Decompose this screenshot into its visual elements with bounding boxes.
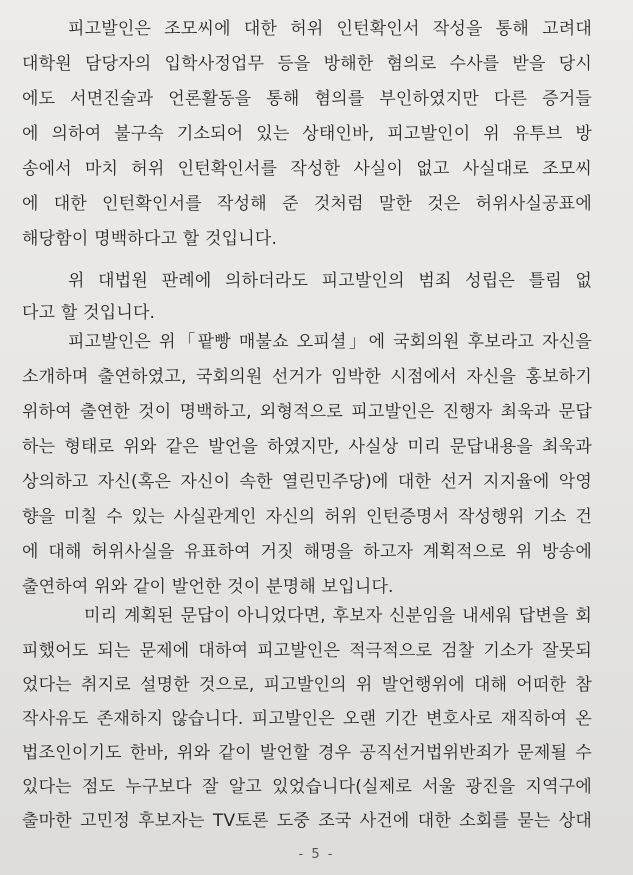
paragraph-1-line-6: 에 대한 인턴확인서를 작성해 준 것처럼 말한 것은 허위사실공표에 — [22, 194, 592, 214]
paragraph-4-line-1: 미리 계획된 문답이 아니었다면, 후보자 신분임을 내세워 답변을 회 — [84, 606, 592, 626]
paragraph-1-line-7: 해당함이 명백하다고 할 것입니다. — [22, 229, 278, 249]
paragraph-2-line-2: 다고 할 것입니다. — [22, 303, 156, 323]
page-number: - 5 - — [298, 847, 335, 862]
paragraph-1-line-4: 에 의하여 불구속 기소되어 있는 상태인바, 피고발인이 위 유투브 방 — [22, 124, 592, 144]
paragraph-4-line-2: 피했어도 되는 문제에 대하여 피고발인은 적극적으로 검찰 기소가 잘못되 — [22, 641, 592, 661]
paragraph-3-line-5: 상의하고 자신(혹은 자신이 속한 열린민주당)에 대한 선거 지지율에 악영 — [22, 472, 592, 492]
paragraph-3-line-4: 하는 형태로 위와 같은 발언을 하였지만, 사실상 미리 문답내용을 최욱과 — [22, 437, 592, 457]
paragraph-3-line-8: 출연하여 위와 같이 발언한 것이 분명해 보입니다. — [22, 577, 394, 597]
paragraph-4-line-6: 있다는 점도 누구보다 잘 알고 있었습니다(실제로 서울 광진을 지역구에 — [22, 777, 592, 797]
paragraph-1-line-3: 에도 서면진술과 언론활동을 통해 혐의를 부인하였지만 다른 증거들 — [22, 89, 592, 109]
paragraph-3-line-2: 소개하며 출연하였고, 국회의원 선거가 임박한 시점에서 자신을 홍보하기 — [22, 367, 592, 387]
paragraph-3-line-3: 위하여 출연한 것이 명백하고, 외형적으로 피고발인은 진행자 최욱과 문답 — [22, 402, 592, 422]
paragraph-1-line-2: 대학원 담당자의 입학사정업무 등을 방해한 혐의로 수사를 받을 당시 — [22, 54, 592, 74]
paragraph-3-line-1: 피고발인은 위「팥빵 매불쇼 오피셜」에 국회의원 후보라고 자신을 — [68, 332, 592, 352]
paragraph-1-line-1: 피고발인은 조모씨에 대한 허위 인턴확인서 작성을 통해 고려대 — [68, 19, 592, 39]
paragraph-2-line-1: 위 대법원 판례에 의하더라도 피고발인의 범죄 성립은 틀림 없 — [68, 271, 592, 291]
paragraph-3-line-7: 에 대해 허위사실을 유표하여 거짓 해명을 하고자 계획적으로 위 방송에 — [22, 542, 592, 562]
paragraph-3-line-6: 향을 미칠 수 있는 사실관계인 자신의 허위 인턴증명서 작성행위 기소 건 — [22, 507, 592, 527]
paragraph-4-line-4: 작사유도 존재하지 않습니다. 피고발인은 오랜 기간 변호사로 재직하여 온 — [22, 709, 592, 729]
paragraph-4-line-7: 출마한 고민정 후보자는 TV토론 도중 조국 사건에 대한 소회를 묻는 상대 — [22, 811, 592, 831]
paragraph-4-line-5: 법조인이기도 한바, 위와 같이 발언할 경우 공직선거법위반죄가 문제될 수 — [22, 743, 592, 763]
paragraph-1-line-5: 송에서 마치 허위 인턴확인서를 작성한 사실이 없고 사실대로 조모씨 — [22, 159, 592, 179]
paragraph-4-line-3: 었다는 취지로 설명한 것으로, 피고발인의 위 발언행위에 대해 어떠한 참 — [22, 675, 592, 695]
